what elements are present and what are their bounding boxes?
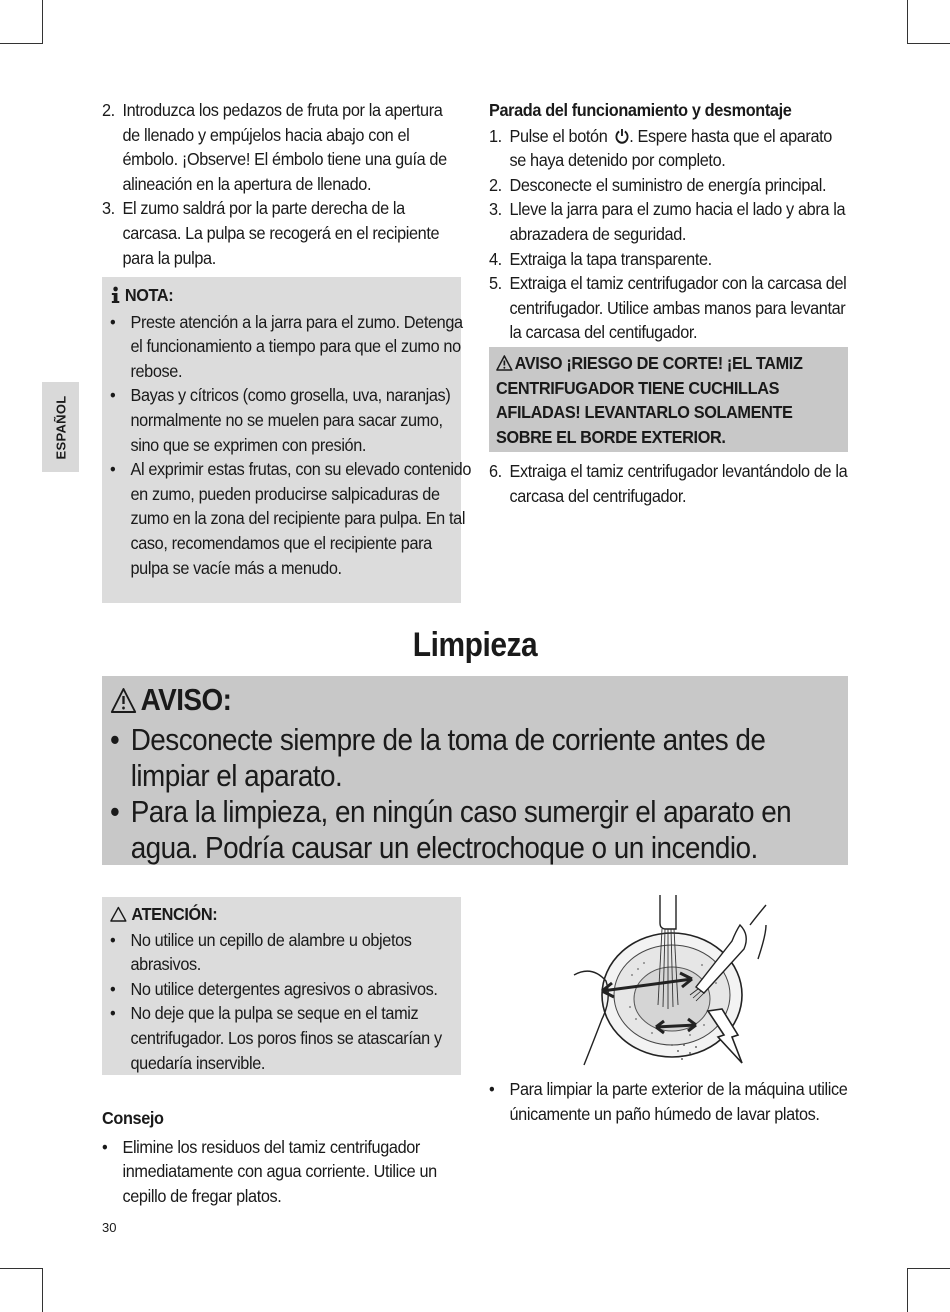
exterior-cleaning-item: • Para limpiar la parte exterior de la máquina utilice únicamente un paño húmedo de lavar platos. <box>489 1079 848 1124</box>
attention-box <box>102 897 461 1075</box>
crop-mark <box>0 43 42 44</box>
cleaning-heading-wrap <box>0 626 950 665</box>
attention-list <box>110 928 473 1076</box>
step-text: El zumo saldrá por la parte derecha de la carcasa. La pulpa se recogerá en el recipiente para la pulpa. <box>122 198 440 268</box>
cleaning-heading: Limpieza <box>412 626 538 664</box>
tip-section <box>102 1106 490 1208</box>
warning-item: • Desconecte siempre de la toma de corriente antes de limpiar el aparato. <box>110 722 766 793</box>
cleaning-warning-list <box>110 722 830 866</box>
step-text: Introduzca los pedazos de fruta por la apertura de llenado y empújelos hacia abajo con el émbolo. ¡Observe! El émbolo tiene una guía de alineación en la apertura de llenado. <box>122 100 447 194</box>
language-tab <box>42 382 79 472</box>
step-item <box>102 98 463 196</box>
cleaning-illustration <box>572 895 768 1067</box>
note-box <box>102 277 471 603</box>
warning-icon <box>110 687 137 714</box>
cut-warning-box <box>489 347 848 452</box>
tip-list <box>102 1135 463 1209</box>
cleaning-warning-title-row <box>110 682 830 718</box>
attention-item: • No deje que la pulpa se seque en el tamiz centrifugador. Los poros finos se atascarían y quedaría inservible. <box>110 1003 442 1073</box>
attention-item: • No utilice detergentes agresivos o abrasivos. <box>110 978 438 999</box>
note-list <box>110 310 473 581</box>
crop-mark <box>908 43 950 44</box>
power-icon <box>614 128 629 144</box>
shutdown-steps <box>489 124 850 345</box>
note-item: • Al exprimir estas frutas, con su elevado contenido en zumo, pueden producirse salpicaduras de zumo en la zona del recipiente para pulpa. En tal caso, recomendamos que el recipiente para pulpa se vacíe más a menudo. <box>110 459 471 578</box>
step-item: 5. Extraiga el tamiz centrifugador con la carcasa del centrifugador. Utilice ambas manos para levantar la carcasa del centifugador. <box>489 273 847 343</box>
step-number: 3. <box>102 198 115 219</box>
shutdown-section <box>489 98 877 345</box>
exterior-cleaning <box>489 1077 877 1126</box>
crop-mark <box>907 0 908 44</box>
cleaning-warning-box <box>102 676 848 865</box>
page-number: 30 <box>102 1220 117 1235</box>
step-6 <box>489 459 877 508</box>
attention-title: ATENCIÓN: <box>131 904 218 924</box>
cut-warning-text: AVISO ¡RIESGO DE CORTE! ¡EL TAMIZ CENTRIFUGADOR TIENE CUCHILLAS AFILADAS! LEVANTARLO SOLAMENTE SOBRE EL BORDE EXTERIOR. <box>496 353 803 447</box>
attention-title-row <box>110 902 473 927</box>
note-item: • Preste atención a la jarra para el zumo. Detenga el funcionamiento a tiempo para que el zumo no rebose. <box>110 311 463 381</box>
language-tab-label: ESPAÑOL <box>53 395 69 459</box>
warning-item: • Para la limpieza, en ningún caso sumergir el aparato en agua. Podría causar un electrochoque o un incendio. <box>110 794 792 865</box>
step-item: 6. Extraiga el tamiz centrifugador levantándolo de la carcasa del centrifugador. <box>489 461 848 506</box>
note-title: NOTA: <box>124 285 174 305</box>
note-item: • Bayas y cítricos (como grosella, uva, naranjas) normalmente no se muelen para sacar zumo, sino que se exprimen con presión. <box>110 385 451 455</box>
step-item: 4. Extraiga la tapa transparente. <box>489 248 712 269</box>
warning-icon <box>496 355 513 371</box>
step-number: 2. <box>102 100 115 120</box>
tip-item: • Elimine los residuos del tamiz centrifugador inmediatamente con agua corriente. Utilice un cepillo de fregar platos. <box>102 1136 437 1206</box>
left-steps <box>102 98 490 270</box>
caution-icon <box>110 906 127 922</box>
crop-mark <box>0 1268 42 1269</box>
crop-mark <box>907 1268 908 1312</box>
crop-mark <box>908 1268 950 1269</box>
step-item: 1. Pulse el botón . Espere hasta que el aparato se haya detenido por completo. <box>489 125 832 171</box>
info-icon <box>110 286 121 304</box>
sieve-rinsing-illustration <box>572 895 768 1067</box>
tip-title: Consejo <box>102 1108 164 1128</box>
step-item: 2. Desconecte el suministro de energía principal. <box>489 174 827 195</box>
exterior-cleaning-list <box>489 1077 850 1126</box>
shutdown-title: Parada del funcionamiento y desmontaje <box>489 100 792 120</box>
left-step-list <box>102 98 463 270</box>
cleaning-warning-title: AVISO: <box>140 682 232 717</box>
step-item: 3. Lleve la jarra para el zumo hacia el lado y abra la abrazadera de seguridad. <box>489 199 846 244</box>
step-item <box>102 196 463 270</box>
crop-mark <box>42 1268 43 1312</box>
attention-item: • No utilice un cepillo de alambre u objetos abrasivos. <box>110 929 412 975</box>
note-title-row <box>110 283 473 308</box>
crop-mark <box>42 0 43 44</box>
